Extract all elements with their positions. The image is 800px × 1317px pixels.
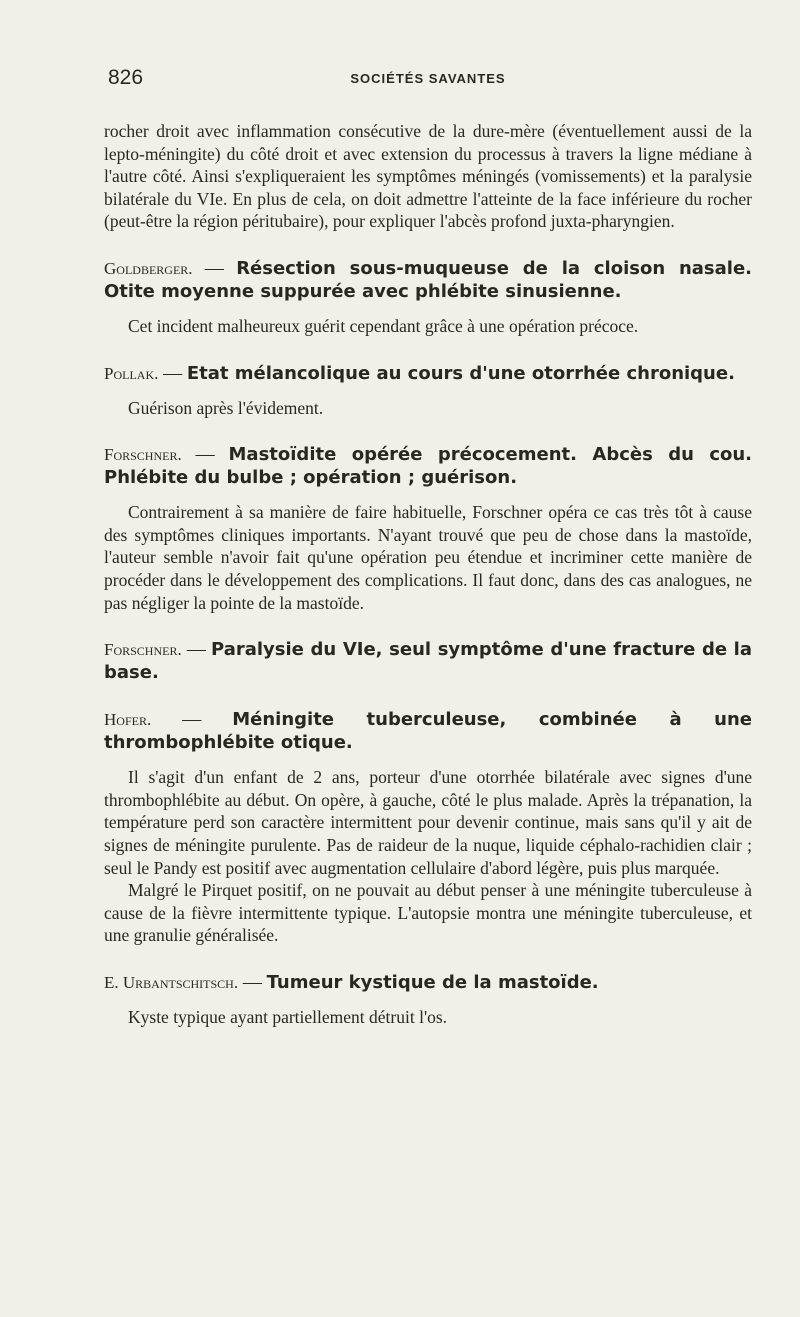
heading-dash: — (181, 639, 211, 661)
body-paragraph: Malgré le Pirquet positif, on ne pouvait au début penser à une méningite tuberculeuse à cause de la fièvre intermittente typique. L'autopsie montra une méningite tuberculeuse, et une granulie généralisée. (104, 880, 752, 946)
body-paragraph: Il s'agit d'un enfant de 2 ans, porteur d'une otorrhée bilatérale avec signes d'une thrombophlébite au début. On opère, à gauche, côté le plus malade. Après la trépanation, la température perd son caractère intermittent pour devenir continue, mais sans qu'il y ait de signes de méningite purulente. Pas de raideur de la nuque, liquide céphalo-rachidien clair ; seul le Pandy est positif avec augmentation cellulaire d'abord légère, puis plus marquée. (104, 767, 752, 878)
section-goldberger (104, 257, 752, 338)
author-name: Forschner. (104, 445, 182, 465)
author-name: Hofer. (104, 710, 152, 730)
section-hofer (104, 708, 752, 947)
author-name: Goldberger. (104, 258, 193, 278)
section-forschner-2 (104, 638, 752, 684)
intro-paragraph: rocher droit avec inflammation consécutive de la dure-mère (éventuellement aussi de la lepto-méningite) du côté droit et avec extension du processus à travers la ligne médiane à l'autre côté. Ainsi s'expliqueraient les symptômes méningés (vomissements) et la paralysie bilatérale du VIe. En plus de cela, on doit admettre l'atteinte de la face inférieure du rocher (peut-être la région péritubaire), pour expliquer l'abcès profond juxta-pharyngien. (104, 121, 752, 232)
section-heading (104, 638, 752, 684)
heading-dash: — (238, 971, 267, 993)
author-name: Forschner. (104, 640, 182, 660)
section-heading (104, 708, 752, 754)
heading-dash: — (158, 362, 187, 384)
running-head: SOCIÉTÉS SAVANTES (350, 71, 506, 86)
section-heading (104, 362, 752, 385)
section-title: Etat mélancolique au cours d'une otorrhée chronique. (186, 362, 735, 384)
body-paragraph: Guérison après l'évidement. (128, 397, 324, 418)
section-heading (104, 971, 752, 994)
section-title: Paralysie du VIe, seul symptôme d'une fracture de la base. (104, 639, 753, 684)
section-title: Méningite tuberculeuse, combinée à une thrombophlébite otique. (104, 709, 752, 754)
author-name: E. Urbantschitsch. (104, 972, 239, 992)
section-heading (104, 257, 752, 303)
section-forschner-1 (104, 443, 752, 614)
page (104, 66, 752, 1028)
body-paragraph: Cet incident malheureux guérit cependant grâce à une opération précoce. (128, 315, 639, 336)
heading-dash: — (151, 709, 233, 731)
page-header (104, 66, 752, 94)
heading-dash: — (181, 444, 229, 466)
section-title: Résection sous-muqueuse de la cloison nasale. Otite moyenne suppurée avec phlébite sinusienne. (104, 257, 753, 302)
section-pollak (104, 362, 752, 420)
body-paragraph: Kyste typique ayant partiellement détruit l'os. (128, 1006, 448, 1027)
section-title: Mastoïdite opérée précocement. Abcès du cou. Phlébite du bulbe ; opération ; guérison. (104, 444, 753, 489)
body-paragraph: Contrairement à sa manière de faire habituelle, Forschner opéra ce cas très tôt à cause des symptômes cliniques importants. N'ayant trouvé que peu de chose dans la mastoïde, l'auteur semble n'avoir fait qu'une opération peu étendue et incriminer cette manière de procéder dans le développement des complications. Il faut donc, dans des cas analogues, ne pas négliger la pointe de la mastoïde. (104, 502, 752, 613)
heading-dash: — (192, 257, 237, 279)
section-urbantschitsch (104, 971, 752, 1029)
page-number: 826 (108, 66, 144, 89)
author-name: Pollak. (104, 363, 159, 383)
section-title: Tumeur kystique de la mastoïde. (266, 971, 599, 993)
section-heading (104, 443, 752, 489)
